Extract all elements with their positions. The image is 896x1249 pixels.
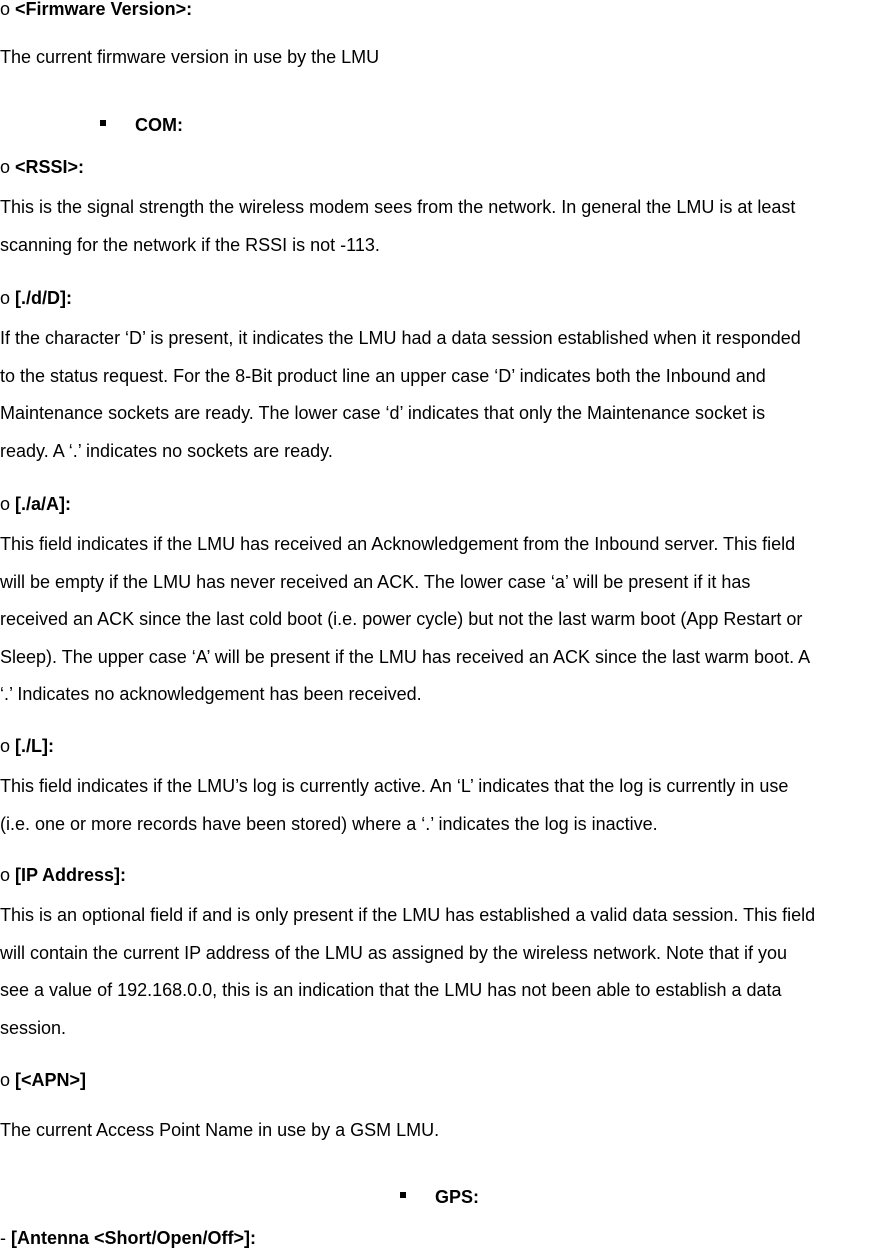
term-apn [0, 1071, 86, 1089]
acknowledgement-description [0, 526, 896, 714]
paragraph-line: will contain the current IP address of the LMU as assigned by the wireless network. Note that if you [0, 942, 788, 963]
term-firmware-version [0, 0, 192, 18]
list-bullet: o [0, 494, 16, 514]
term-label: [IP Address]: [15, 865, 127, 885]
rssi-description [0, 189, 896, 264]
paragraph-line: to the status request. For the 8-Bit product line an upper case ‘D’ indicates both the Inbound and [0, 365, 766, 386]
section-heading-com [100, 116, 183, 134]
paragraph-line: Sleep). The upper case ‘A’ will be present if the LMU has received an ACK since the last warm boot. A [0, 646, 811, 667]
log-description [0, 768, 896, 843]
section-heading-gps [400, 1188, 479, 1206]
list-bullet: o [0, 865, 16, 885]
term-rssi [0, 158, 84, 176]
list-bullet: o [0, 157, 16, 177]
list-bullet: o [0, 288, 16, 308]
term-label: [Antenna <Short/Open/Off>]: [11, 1228, 256, 1248]
ip-address-description [0, 897, 896, 1047]
paragraph-line: received an ACK since the last cold boot (i.e. power cycle) but not the last warm boot (App Restart or [0, 609, 803, 629]
term-label: <RSSI>: [15, 157, 85, 177]
list-bullet: - [0, 1228, 11, 1248]
paragraph-line: see a value of 192.168.0.0, this is an indication that the LMU has not been able to establish a data [0, 980, 782, 1000]
data-session-description [0, 320, 896, 470]
paragraph-line: This is an optional field if and is only present if the LMU has established a valid data session. This field [0, 905, 816, 925]
paragraph-line: (i.e. one or more records have been stored) where a ‘.’ indicates the log is inactive. [0, 813, 658, 834]
term-label: [<APN>] [15, 1070, 87, 1090]
paragraph-line: scanning for the network if the RSSI is not -113. [0, 234, 380, 255]
term-label: [./a/A]: [15, 494, 72, 514]
paragraph-line: ready. A ‘.’ indicates no sockets are ready. [0, 440, 333, 461]
firmware-description: The current firmware version in use by the LMU [0, 47, 380, 67]
square-bullet-icon [400, 1192, 406, 1198]
list-bullet: o [0, 736, 16, 756]
term-data-session [0, 289, 72, 307]
paragraph-line: ‘.’ Indicates no acknowledgement has been received. [0, 684, 422, 704]
term-antenna [0, 1229, 256, 1247]
term-ip-address [0, 866, 126, 884]
paragraph-line: This field indicates if the LMU has received an Acknowledgement from the Inbound server. This field [0, 534, 796, 554]
section-heading-label: COM: [135, 115, 183, 135]
apn-description: The current Access Point Name in use by a GSM LMU. [0, 1120, 440, 1140]
paragraph-line: Maintenance sockets are ready. The lower case ‘d’ indicates that only the Maintenance socket is [0, 403, 766, 423]
term-acknowledgement [0, 495, 71, 513]
paragraph-line: This field indicates if the LMU’s log is currently active. An ‘L’ indicates that the log is currently in use [0, 776, 789, 796]
term-log [0, 737, 54, 755]
term-label: [./L]: [15, 736, 54, 756]
list-bullet: o [0, 0, 16, 19]
square-bullet-icon [100, 120, 106, 126]
term-label: <Firmware Version>: [15, 0, 193, 19]
section-heading-label: GPS: [435, 1187, 480, 1207]
paragraph-line: If the character ‘D’ is present, it indicates the LMU had a data session established when it responded [0, 328, 801, 348]
list-bullet: o [0, 1070, 16, 1090]
term-label: [./d/D]: [15, 288, 72, 308]
paragraph-line: session. [0, 1017, 67, 1038]
paragraph-line: will be empty if the LMU has never received an ACK. The lower case ‘a’ will be present if it has [0, 571, 751, 592]
paragraph-line: This is the signal strength the wireless modem sees from the network. In general the LMU is at least [0, 197, 796, 217]
